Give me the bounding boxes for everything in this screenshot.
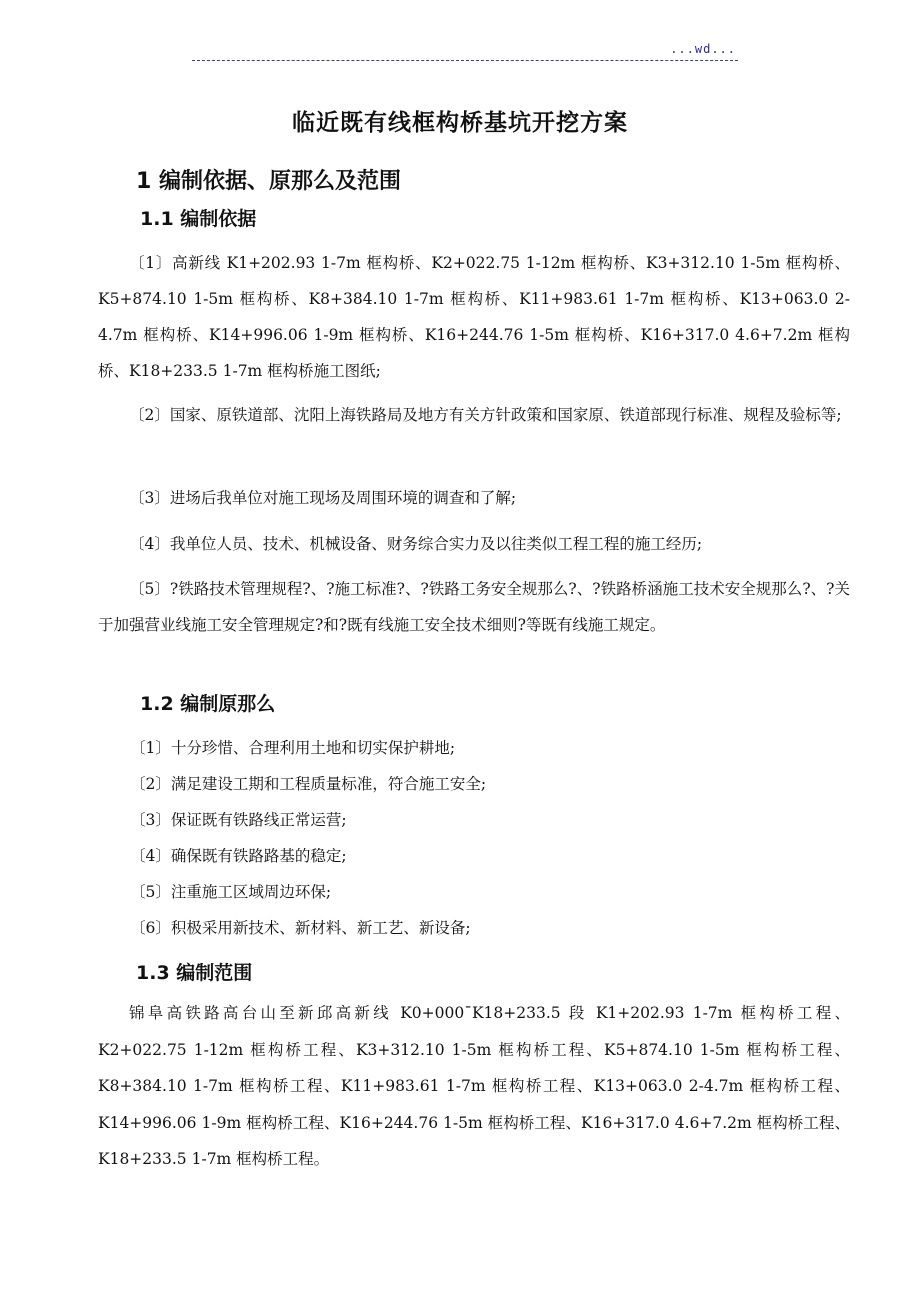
basis-item-3: 〔3〕进场后我单位对施工现场及周围环境的调查和了解; bbox=[129, 489, 517, 507]
principle-item-1: 〔1〕十分珍惜、合理利用土地和切实保护耕地; bbox=[130, 739, 456, 757]
basis-item-5: 〔5〕?铁路技术管理规程?、?施工标准?、?铁路工务安全规那么?、?铁路桥涵施工技术安全规那么?、?关于加强营业线施工安全管理规定?和?既有线施工安全技术细则?等既有线施工规定。 bbox=[98, 580, 850, 634]
section-1-1-heading: 1.1 编制依据 bbox=[140, 208, 257, 230]
header-mark: ...wd... bbox=[670, 42, 736, 56]
section-1-2-heading: 1.2 编制原那么 bbox=[140, 693, 276, 715]
document-title: 临近既有线框构桥基坑开挖方案 bbox=[292, 110, 628, 136]
principle-item-4: 〔4〕确保既有铁路路基的稳定; bbox=[130, 847, 347, 865]
principle-item-2: 〔2〕满足建设工期和工程质量标准，符合施工安全; bbox=[130, 775, 487, 793]
section-1-3-heading: 1.3 编制范围 bbox=[136, 962, 253, 984]
principle-item-6: 〔6〕积极采用新技术、新材料、新工艺、新设备; bbox=[130, 919, 471, 937]
section-1-heading: 1 编制依据、原那么及范围 bbox=[136, 169, 401, 194]
basis-item-2: 〔2〕国家、原铁道部、沈阳上海铁路局及地方有关方针政策和国家原、铁道部现行标准、规程及验标等; bbox=[129, 406, 842, 424]
basis-item-1: 〔1〕高新线 K1+202.93 1-7m 框构桥、K2+022.75 1-12m 框构桥、K3+312.10 1-5m 框构桥、K5+874.10 1-5m 框构桥、K8+384.10 1-7m 框构桥、K11+983.61 1-7m 框构桥、K13+063.0 2-4.7m 框构桥、K14+996.06 1-9m 框构桥、K16+244.76 1-5m 框构桥、K16+317.0 4.6+7.2m 框构桥、K18+233.5 1-7m 框构桥施工图纸; bbox=[98, 254, 850, 380]
basis-item-4: 〔4〕我单位人员、技术、机械设备、财务综合实力及以往类似工程工程的施工经历; bbox=[129, 535, 703, 553]
principle-item-3: 〔3〕保证既有铁路线正常运营; bbox=[130, 811, 347, 829]
scope-paragraph: 锦阜高铁路高台山至新邱高新线 K0+000¯K18+233.5 段 K1+202.93 1-7m 框构桥工程、K2+022.75 1-12m 框构桥工程、K3+312.10 1-5m 框构桥工程、K5+874.10 1-5m 框构桥工程、K8+384.10 1-7m 框构桥工程、K11+983.61 1-7m 框构桥工程、K13+063.0 2-4.7m 框构桥工程、K14+996.06 1-9m 框构桥工程、K16+244.76 1-5m 框构桥工程、K16+317.0 4.6+7.2m 框构桥工程、K18+233.5 1-7m 框构桥工程。 bbox=[98, 1004, 850, 1168]
page-header bbox=[192, 36, 738, 61]
principle-item-5: 〔5〕注重施工区域周边环保; bbox=[130, 883, 332, 901]
